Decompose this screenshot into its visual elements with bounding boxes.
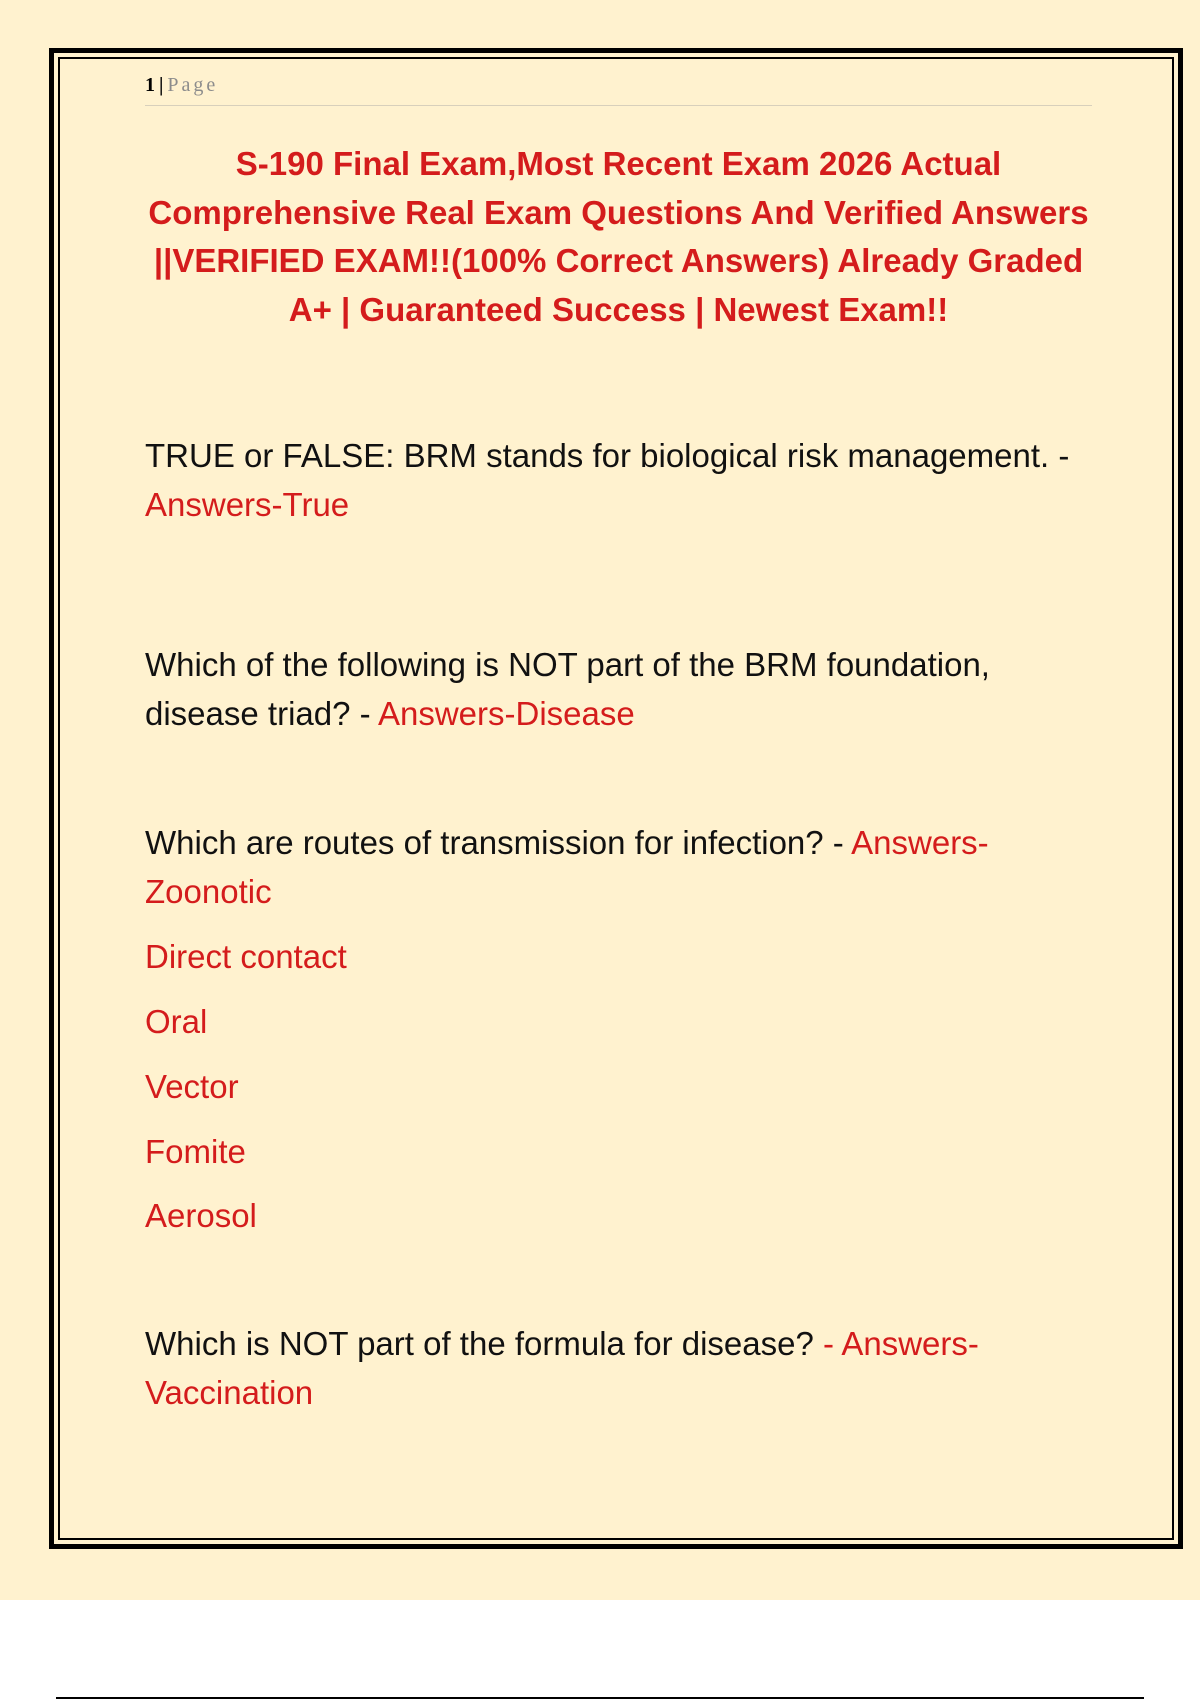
question-block	[145, 641, 1085, 738]
page-separator: |	[159, 74, 164, 96]
answer-text: Answers-Disease	[377, 694, 635, 732]
answer-list-item: Vector	[145, 1068, 239, 1105]
page-label: Page	[167, 74, 219, 96]
answer-list-item: Oral	[145, 1003, 208, 1040]
answer-text: - Answers-Vaccination	[145, 1325, 979, 1411]
footer-divider	[56, 1697, 1144, 1699]
answer-list-item: Fomite	[145, 1133, 246, 1170]
question-text: TRUE or FALSE: BRM stands for biological risk management. -	[145, 437, 1070, 474]
question-text: Which of the following is NOT part of the BRM foundation, disease triad? -	[145, 646, 990, 732]
page-header	[145, 74, 1092, 106]
question-block	[145, 1320, 1085, 1417]
question-block	[145, 432, 1085, 529]
answer-text: Answers-True	[145, 485, 350, 523]
answer-list-item: Aerosol	[145, 1197, 257, 1234]
answer-list-item: Direct contact	[145, 938, 347, 975]
answer-text: Answers-Zoonotic	[145, 824, 989, 910]
question-text: Which is NOT part of the formula for disease?	[145, 1325, 823, 1362]
document-title: S-190 Final Exam,Most Recent Exam 2026 Actual Comprehensive Real Exam Questions And Verified Answers ||VERIFIED EXAM!!(100% Correct Answers) Already Graded A+ | Guaranteed Success | Newest Exam!!	[148, 145, 1089, 328]
question-block	[145, 819, 1085, 916]
page-number: 1	[145, 74, 155, 96]
question-text: Which are routes of transmission for infection? -	[145, 824, 852, 861]
